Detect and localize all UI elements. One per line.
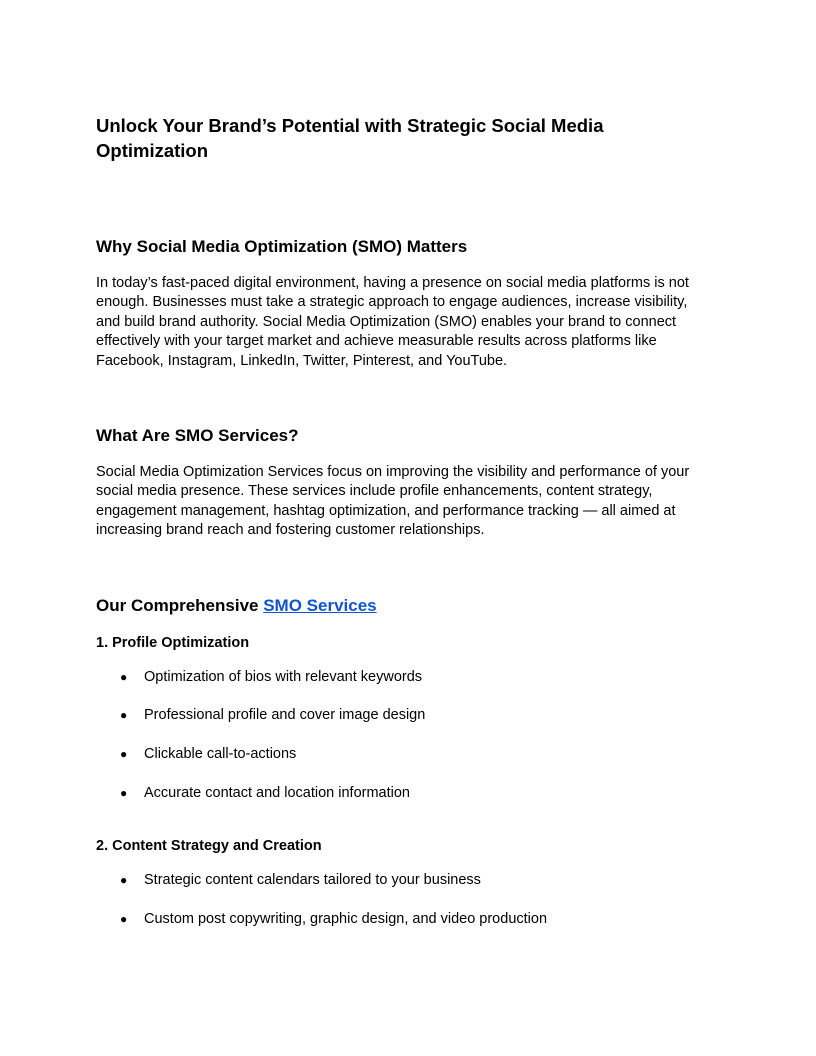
bullet-icon: ● — [120, 786, 128, 801]
subsection-heading-profile-optimization: 1. Profile Optimization — [96, 634, 250, 651]
list-item — [96, 910, 720, 929]
content-strategy-list — [96, 871, 720, 929]
profile-optimization-list — [96, 668, 720, 803]
services-heading-prefix: Our Comprehensive — [96, 595, 264, 615]
subsection-heading-content-strategy: 2. Content Strategy and Creation — [96, 837, 322, 854]
bullet-icon: ● — [120, 747, 128, 762]
list-item-text: Accurate contact and location information — [144, 785, 410, 802]
list-item-text: Professional profile and cover image design — [144, 707, 426, 724]
list-item — [96, 706, 720, 725]
section-body-what-are-smo: Social Media Optimization Services focus on improving the visibility and performance of your social media presence. These services include profile enhancements, content strategy, engagement management, hashtag optimization, and performance tracking — all aimed at increasing brand reach and fostering customer relationships. — [96, 464, 690, 539]
bullet-icon: ● — [120, 669, 128, 684]
list-item — [96, 871, 720, 890]
section-heading-what-are-smo: What Are SMO Services? — [96, 426, 299, 446]
smo-services-link[interactable]: SMO Services — [263, 595, 377, 615]
list-item-text: Clickable call-to-actions — [144, 746, 297, 763]
bullet-icon: ● — [120, 911, 128, 926]
bullet-icon: ● — [120, 872, 128, 887]
list-item — [96, 745, 720, 764]
list-item-text: Custom post copywriting, graphic design, and video production — [144, 910, 548, 927]
page-title: Unlock Your Brand’s Potential with Strategic Social Media Optimization — [96, 115, 604, 161]
bullet-icon: ● — [120, 708, 128, 723]
section-heading-why-smo: Why Social Media Optimization (SMO) Matters — [96, 237, 468, 256]
list-item — [96, 784, 720, 803]
section-heading-services — [96, 595, 720, 617]
list-item-text: Strategic content calendars tailored to your business — [144, 871, 481, 888]
list-item-text: Optimization of bios with relevant keywords — [144, 668, 423, 685]
section-body-why-smo: In today’s fast-paced digital environment, having a presence on social media platforms is not enough. Businesses must take a strategic approach to engage audiences, increase visibility, and build brand authority. Social Media Optimization (SMO) enables your brand to connect effectively with your target market and achieve measurable results across platforms like Facebook, Instagram, LinkedIn, Twitter, Pinterest, and YouTube. — [96, 275, 689, 369]
list-item — [96, 668, 720, 687]
